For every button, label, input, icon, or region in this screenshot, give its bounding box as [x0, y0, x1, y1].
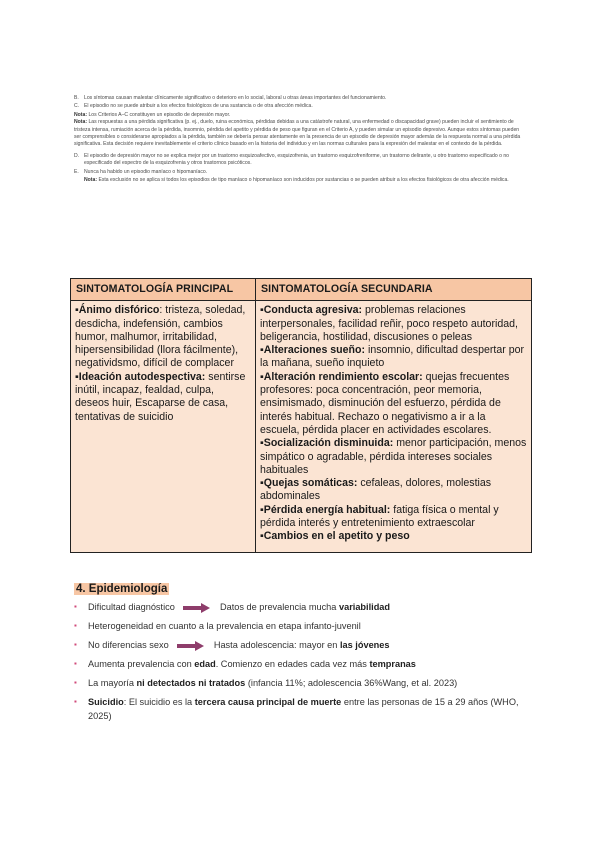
- criterion-letter: E.: [74, 168, 79, 175]
- principal-symptoms-cell: [71, 301, 256, 552]
- symptom-item: [260, 304, 527, 344]
- symptom-item: [260, 477, 527, 504]
- criterion-e: [74, 169, 526, 176]
- item-text: entre las personas de 15 a 29 años (WHO, 2025): [88, 697, 519, 721]
- symptom-heading: ▪Ánimo disfórico: [75, 304, 160, 317]
- square-bullet-icon: ▪: [74, 621, 77, 630]
- item-emphasis: Suicidio: [88, 697, 124, 707]
- epidemiology-list: [74, 600, 544, 728]
- criteria-excerpt: [74, 95, 526, 184]
- criterion-d: [74, 153, 526, 168]
- item-text: : El suicidio es la: [123, 697, 193, 707]
- table-header-row: [71, 279, 532, 301]
- symptom-text: sentirse inútil, incapaz, fealdad, culpa, deseos huir, Escaparse de casa, tentativas de suicidio: [75, 370, 246, 423]
- right-arrow-icon: [177, 641, 205, 651]
- criterion-letter: C.: [74, 103, 80, 110]
- section-title-epidemiology: 4. Epidemiología: [76, 583, 168, 595]
- criteria-note: [74, 177, 526, 184]
- item-emphasis: las jóvenes: [339, 640, 390, 650]
- list-item: [74, 600, 544, 614]
- item-emphasis: tempranas: [369, 659, 416, 669]
- square-bullet-icon: ▪: [74, 659, 77, 668]
- symptom-table: [70, 278, 532, 553]
- list-item: [74, 657, 544, 671]
- header-principal: SINTOMATOLOGÍA PRINCIPAL: [71, 279, 256, 301]
- criterion-c: [74, 103, 526, 110]
- table-row: [71, 301, 532, 552]
- criterion-letter: D.: [74, 152, 80, 159]
- note-text: Las respuestas a una pérdida significativa (p. ej., duelo, ruina económica, pérdidas debidas a una catástrofe natural, una enfermedad o discapacidad grave) pueden incluir el sentimiento de tristeza intensa, rumiación acerca de la pérdida, insomnio, pérdida del apetito y pérdida de peso que figuran en el Criterio A, y pueden simular un episodio depresivo. Aunque estos síntomas pueden ser comprensibles o considerarse apropiados a la pérdida, también se debería pensar atentamente en la presencia de un episodio de depresión mayor además de la respuesta normal a una pérdida significativa. Esta decisión requiere inevitablemente el criterio clínico basado en la historia del individuo y en las normas culturales para la expresión del malestar en el contexto de la pérdida.: [74, 119, 521, 148]
- symptom-text: insomnio, dificultad despertar por la mañana, sueño inquieto: [260, 344, 525, 370]
- note-label: Nota:: [84, 177, 98, 184]
- symptom-item: [260, 504, 527, 531]
- item-text: (infancia 11%; adolescencia 36%Wang, et al. 2023): [247, 678, 458, 688]
- symptom-text: : tristeza, soledad, desdicha, indefensión, cambios humor, malhumor, irritabilidad, hipersensibilidad (llora fácilmente), negatividsmo, difícil de complacer: [75, 304, 246, 370]
- square-bullet-icon: ▪: [74, 602, 77, 611]
- symptom-item: [260, 344, 527, 371]
- square-bullet-icon: ▪: [74, 678, 77, 687]
- note-text: Los Criterios A–C constituyen un episodio de depresión mayor.: [88, 111, 231, 118]
- item-text: La mayoría: [88, 678, 134, 688]
- symptom-item: [75, 304, 251, 370]
- criterion-letter: B.: [74, 95, 79, 101]
- header-secundaria: SINTOMATOLOGÍA SECUNDARIA: [256, 279, 532, 301]
- criteria-note: [74, 119, 526, 149]
- item-emphasis: ni detectados ni tratados: [136, 678, 246, 688]
- list-item: [74, 695, 544, 723]
- criterion-text: El episodio de depresión mayor no se explica mejor por un trastorno esquizoafectivo, esquizofrenia, un trastorno esquizofreniforme, un trastorno delirante, u otro trastorno especificado o no especificado del espectro de la esquizofrenia y otros trastornos psicóticos.: [84, 152, 509, 167]
- item-emphasis: tercera causa principal de muerte: [194, 697, 342, 707]
- symptom-item: [260, 371, 527, 437]
- item-text: Heterogeneidad en cuanto a la prevalencia en etapa infanto-juvenil: [88, 621, 361, 631]
- symptom-text: menor participación, menos simpático o agradable, pérdida intereses sociales habituales: [260, 437, 527, 476]
- item-text: No diferencias sexo: [88, 640, 169, 650]
- symptom-heading: ▪Alteraciones sueño:: [260, 344, 366, 357]
- note-label: Nota:: [74, 111, 88, 118]
- right-arrow-icon: [183, 603, 211, 613]
- item-text: . Comienzo en edades cada vez más: [215, 659, 367, 669]
- criterion-text: Los síntomas causan malestar clínicamente significativo o deterioro en lo social, laboral u otras áreas importantes del funcionamiento.: [84, 95, 387, 101]
- list-item: [74, 638, 544, 652]
- criterion-b: [74, 95, 526, 102]
- item-emphasis: variabilidad: [338, 602, 391, 612]
- note-label: Nota:: [74, 119, 88, 126]
- symptom-text: problemas relaciones interpersonales, facilidad reñir, poco respeto autoridad, beligerancia, hostilidad, discusiones o peleas: [260, 304, 518, 343]
- square-bullet-icon: ▪: [74, 640, 77, 649]
- item-emphasis: edad: [194, 659, 216, 669]
- symptom-heading: ▪Quejas somáticas:: [260, 477, 358, 490]
- symptom-heading: ▪Cambios en el apetito y peso: [260, 530, 410, 543]
- list-item: [74, 619, 544, 633]
- symptom-text: cefaleas, dolores, molestias abdominales: [260, 477, 492, 503]
- secondary-symptoms-cell: [256, 301, 532, 552]
- symptom-item: [75, 371, 251, 424]
- symptom-heading: ▪Ideación autodespectiva:: [75, 370, 206, 383]
- item-text: Datos de prevalencia mucha: [219, 602, 337, 612]
- symptom-text: fatiga física o mental y pérdida interés y entretenimiento extraescolar: [260, 503, 499, 530]
- symptom-heading: ▪Pérdida energía habitual:: [260, 503, 391, 516]
- symptom-heading: ▪Socialización disminuida:: [260, 437, 394, 450]
- item-text: Aumenta prevalencia con: [88, 659, 192, 669]
- symptom-text: quejas frecuentes profesores: poca concentración, peor memoria, ensimismado, disminución del esfuerzo, pérdida de interés habitual. Rechazo o negativismo a ir a la escuela, pérdida placer en actividades escolares.: [260, 370, 510, 436]
- symptom-heading: ▪Alteración rendimiento escolar:: [260, 370, 423, 383]
- criterion-text: Nunca ha habido un episodio maníaco o hipomaníaco.: [84, 168, 208, 175]
- symptom-item: [260, 437, 527, 477]
- symptom-heading: ▪Conducta agresiva:: [260, 304, 363, 317]
- criterion-text: El episodio no se puede atribuir a los efectos fisiológicos de una sustancia o de otra afección médica.: [84, 103, 313, 110]
- square-bullet-icon: ▪: [74, 697, 77, 706]
- symptom-item: [260, 530, 527, 543]
- list-item: [74, 676, 544, 690]
- criteria-note: [74, 112, 526, 119]
- item-text: Dificultad diagnóstico: [88, 602, 175, 612]
- note-text: Esta exclusión no se aplica si todos los episodios de tipo maníaco o hipomaníaco son inducidos por sustancias o se pueden atribuir a los efectos fisiológicos de otra afección médica.: [98, 177, 509, 184]
- item-text: Hasta adolescencia: mayor en: [213, 640, 338, 650]
